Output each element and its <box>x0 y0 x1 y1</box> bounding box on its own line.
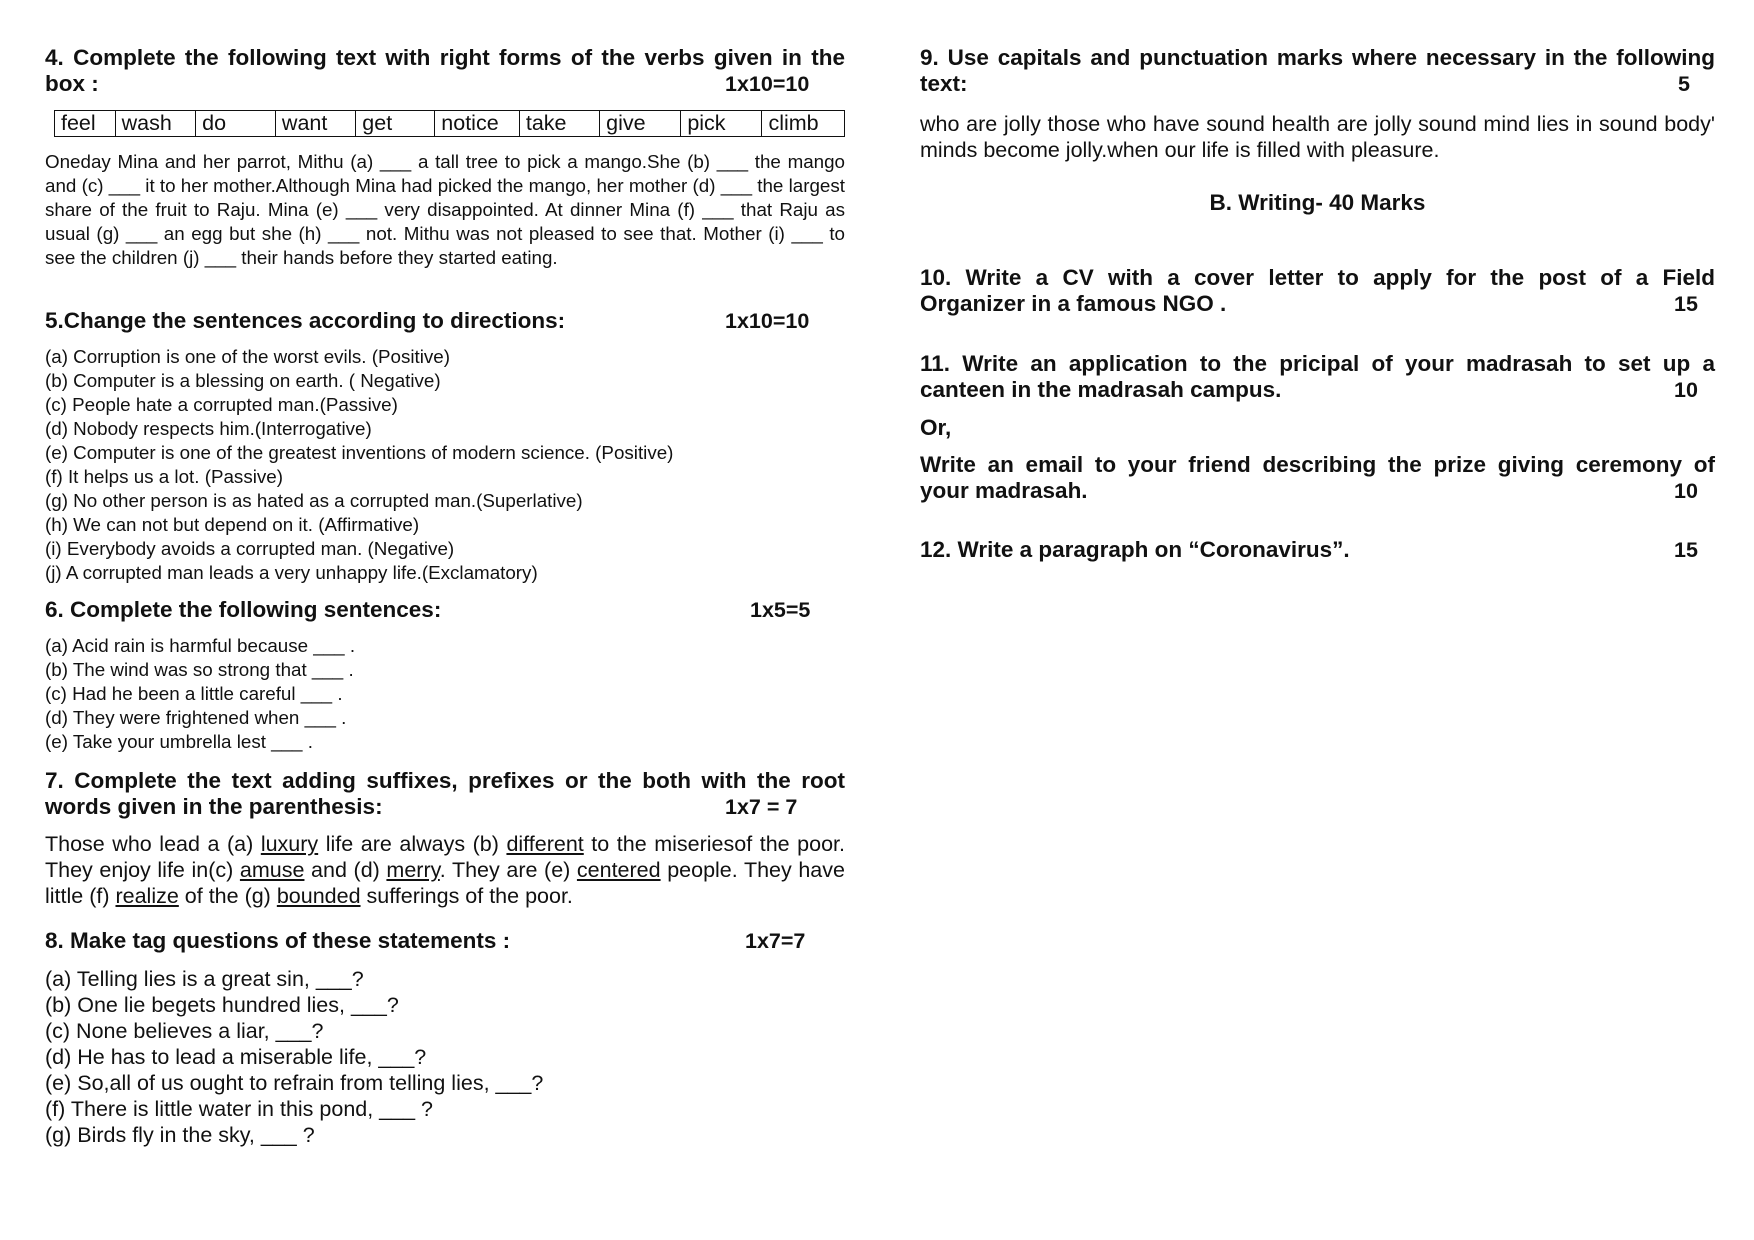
verb-cell: do <box>196 111 276 137</box>
q9-text: who are jolly those who have sound health are jolly sound mind lies in sound body' minds become jolly.when our life is filled with pleasure. <box>920 112 1715 162</box>
list-item: (b) One lie begets hundred lies, ___? <box>45 993 399 1017</box>
root-word: realize <box>115 884 179 908</box>
root-word: different <box>506 832 584 856</box>
q5-heading: 5.Change the sentences according to directions: <box>45 308 566 333</box>
root-word: amuse <box>239 858 305 882</box>
list-item: (d) He has to lead a miserable life, ___? <box>45 1045 427 1069</box>
text-run: of the (g) <box>178 884 277 908</box>
q8-list <box>45 966 543 1148</box>
q7-text <box>45 831 845 909</box>
text-run: and (d) <box>304 858 387 882</box>
q7-heading-line1: 7. Complete the text adding suffixes, prefixes or the both with the root <box>45 768 845 793</box>
list-item: (b) Computer is a blessing on earth. ( Negative) <box>45 370 441 391</box>
verb-cell: pick <box>681 111 762 137</box>
q7-heading-line2: words given in the parenthesis: <box>45 794 383 819</box>
q12-marks: 15 <box>1674 538 1698 562</box>
root-word: merry <box>386 858 440 882</box>
q9-heading-line2: text: <box>920 71 968 96</box>
section-b-heading: B. Writing- 40 Marks <box>1209 190 1426 215</box>
list-item: (g) No other person is as hated as a corrupted man.(Superlative) <box>45 490 583 511</box>
list-item: (i) Everybody avoids a corrupted man. (Negative) <box>45 538 455 559</box>
q10-heading-line1: 10. Write a CV with a cover letter to apply for the post of a Field <box>920 265 1715 290</box>
list-item: (a) Corruption is one of the worst evils. (Positive) <box>45 346 450 367</box>
list-item: (e) Take your umbrella lest ___ . <box>45 731 313 752</box>
list-item: (a) Acid rain is harmful because ___ . <box>45 635 356 656</box>
text-run: to the miseriesof the poor. They enjoy life in(c) <box>45 832 845 882</box>
list-item: (b) The wind was so strong that ___ . <box>45 659 354 680</box>
verb-cell: climb <box>762 111 845 137</box>
q4-heading-line1: 4. Complete the following text with right forms of the verbs given in the <box>45 45 845 70</box>
root-word: luxury <box>260 832 319 856</box>
list-item: (c) None believes a liar, ___? <box>45 1019 324 1043</box>
verb-cell: give <box>600 111 681 137</box>
verb-cell: take <box>519 111 599 137</box>
q11-alt-marks: 10 <box>1674 479 1698 503</box>
q4-heading-line2: box : <box>45 71 99 96</box>
q9-marks: 5 <box>1678 72 1690 96</box>
list-item: (c) Had he been a little careful ___ . <box>45 683 343 704</box>
q11-alt-line2: your madrasah. <box>920 478 1088 503</box>
q11-marks: 10 <box>1674 378 1698 402</box>
text-run: people. They have little (f) <box>45 858 845 908</box>
text-run: life are always (b) <box>318 832 507 856</box>
q6-list <box>45 634 355 754</box>
text-run: sufferings of the poor. <box>360 884 573 908</box>
q9-heading-line1: 9. Use capitals and punctuation marks where necessary in the following <box>920 45 1715 70</box>
list-item: (g) Birds fly in the sky, ___ ? <box>45 1123 315 1147</box>
q10-heading-line2: Organizer in a famous NGO . <box>920 291 1227 316</box>
root-word: bounded <box>276 884 361 908</box>
q7-marks: 1x7 = 7 <box>725 795 798 819</box>
verb-cell: feel <box>55 111 116 137</box>
text-run: . They are (e) <box>439 858 577 882</box>
q4-marks: 1x10=10 <box>725 72 810 96</box>
verb-box <box>54 110 845 137</box>
q5-list <box>45 345 673 585</box>
q6-heading: 6. Complete the following sentences: <box>45 597 442 622</box>
text-run: Those who lead a (a) <box>45 832 261 856</box>
q11-heading-line2: canteen in the madrasah campus. <box>920 377 1282 402</box>
verb-cell: wash <box>115 111 196 137</box>
q8-heading: 8. Make tag questions of these statements : <box>45 928 511 953</box>
verb-cell: want <box>275 111 355 137</box>
q10-marks: 15 <box>1674 292 1698 316</box>
list-item: (f) It helps us a lot. (Passive) <box>45 466 283 487</box>
list-item: (c) People hate a corrupted man.(Passive) <box>45 394 398 415</box>
root-word: centered <box>576 858 661 882</box>
list-item: (e) So,all of us ought to refrain from telling lies, ___? <box>45 1071 544 1095</box>
q8-marks: 1x7=7 <box>745 929 806 953</box>
list-item: (h) We can not but depend on it. (Affirmative) <box>45 514 420 535</box>
q12-heading: 12. Write a paragraph on “Coronavirus”. <box>920 537 1350 562</box>
list-item: (d) They were frightened when ___ . <box>45 707 347 728</box>
list-item: (e) Computer is one of the greatest inventions of modern science. (Positive) <box>45 442 674 463</box>
verb-cell: get <box>356 111 435 137</box>
verb-cell: notice <box>435 111 520 137</box>
q11-or: Or, <box>920 415 952 440</box>
list-item: (a) Telling lies is a great sin, ___? <box>45 967 364 991</box>
q11-alt-line1: Write an email to your friend describing the prize giving ceremony of <box>920 452 1715 477</box>
q11-heading-line1: 11. Write an application to the pricipal of your madrasah to set up a <box>920 351 1715 376</box>
list-item: (j) A corrupted man leads a very unhappy life.(Exclamatory) <box>45 562 538 583</box>
q6-marks: 1x5=5 <box>750 598 811 622</box>
q5-marks: 1x10=10 <box>725 309 810 333</box>
list-item: (f) There is little water in this pond, ___ ? <box>45 1097 433 1121</box>
list-item: (d) Nobody respects him.(Interrogative) <box>45 418 372 439</box>
q4-text: Oneday Mina and her parrot, Mithu (a) ___ a tall tree to pick a mango.She (b) ___ the mango and (c) ___ it to her mother.Although Mina had picked the mango, her mother (d) ___ the largest share of the fruit to Raju. Mina (e) ___ very disappointed. At dinner Mina (f) ___ that Raju as usual (g) ___ an egg but she (h) ___ not. Mithu was not pleased to see that. Mother (i) ___ to see the children (j) ___ their hands before they started eating. <box>45 151 845 268</box>
